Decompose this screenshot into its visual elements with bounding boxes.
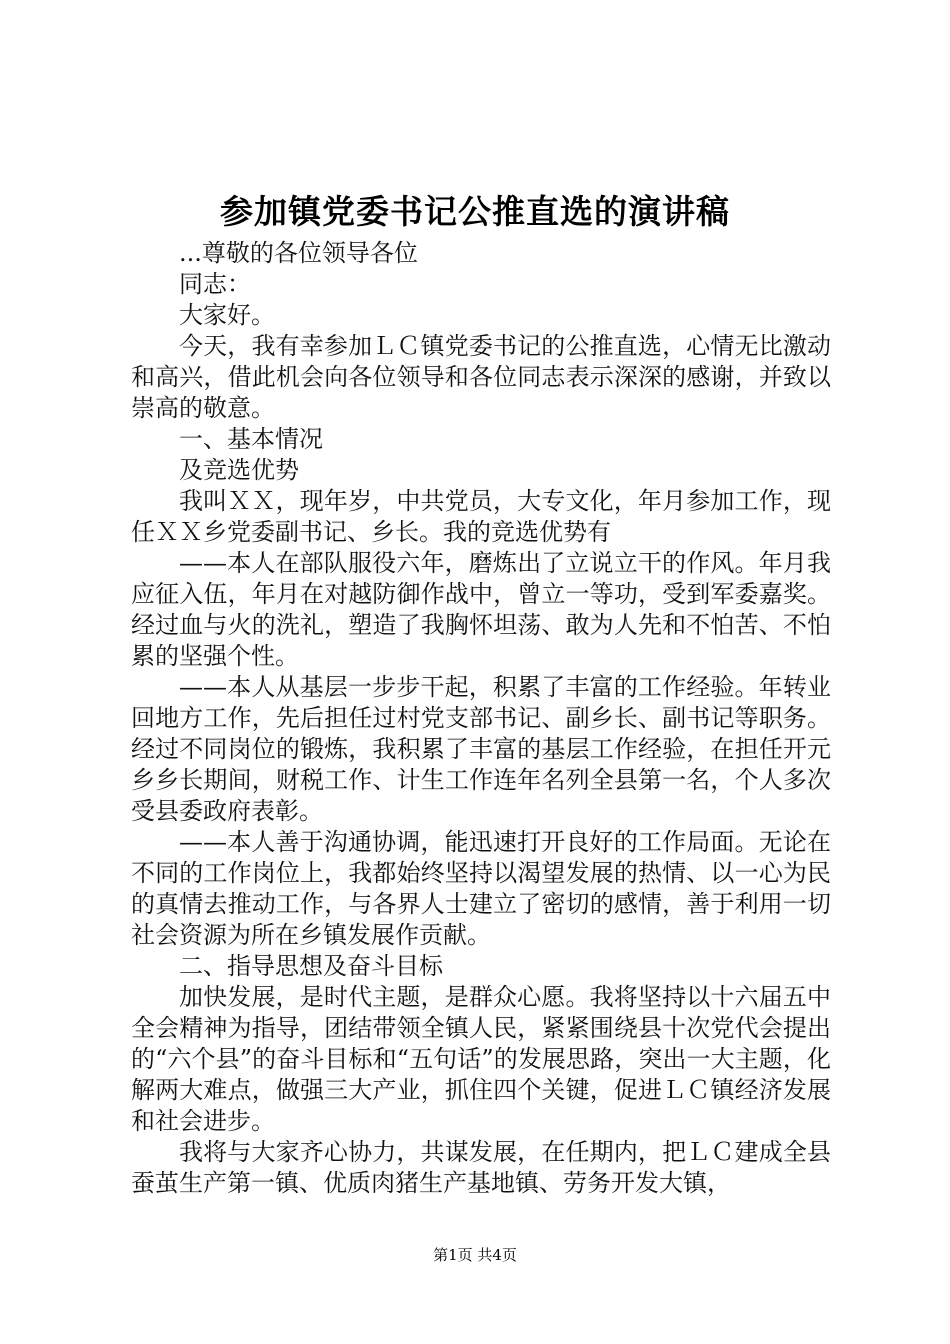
paragraph: 加快发展，是时代主题，是群众心愿。我将坚持以十六届五中全会精神为指导，团结带领全镇人民，紧紧围绕县十次党代会提出的“六个县”的奋斗目标和“五句话”的发展思路，突出一大主题，化解两大难点，做强三大产业，抓住四个关键，促进ＬＣ镇经济发展和社会进步。 <box>131 983 831 1135</box>
paragraph: 大家好。 <box>179 301 275 329</box>
page-footer: 第1页 共4页 <box>433 1246 517 1264</box>
paragraph: ——本人善于沟通协调，能迅速打开良好的工作局面。无论在不同的工作岗位上，我都始终坚持以渴望发展的热情、以一心为民的真情去推动工作，与各界人士建立了密切的感情，善于利用一切社会资源为所在乡镇发展作贡献。 <box>131 828 831 949</box>
paragraph: ——本人从基层一步步干起，积累了丰富的工作经验。年转业回地方工作，先后担任过村党支部书记、副乡长、副书记等职务。经过不同岗位的锻炼，我积累了丰富的基层工作经验，在担任开元乡乡长期间，财税工作、计生工作连年名列全县第一名，个人多次受县委政府表彰。 <box>131 673 831 825</box>
document-body <box>131 238 831 1199</box>
document-title: 参加镇党委书记公推直选的演讲稿 <box>220 192 730 231</box>
paragraph: 我将与大家齐心协力，共谋发展，在任期内，把ＬＣ建成全县蚕茧生产第一镇、优质肉猪生产基地镇、劳务开发大镇， <box>131 1138 831 1197</box>
section-heading: 及竞选优势 <box>179 456 299 484</box>
section-heading: 二、指导思想及奋斗目标 <box>179 952 443 980</box>
section-heading: 一、基本情况 <box>179 425 323 453</box>
paragraph: 同志： <box>179 270 251 298</box>
paragraph: 我叫ＸＸ，现年岁，中共党员，大专文化，年月参加工作，现任ＸＸ乡党委副书记、乡长。我的竞选优势有 <box>131 487 831 546</box>
paragraph: ——本人在部队服役六年，磨炼出了立说立干的作风。年月我应征入伍，年月在对越防御作战中，曾立一等功，受到军委嘉奖。经过血与火的洗礼，塑造了我胸怀坦荡、敢为人先和不怕苦、不怕累的坚强个性。 <box>131 549 831 670</box>
paragraph: ...尊敬的各位领导各位 <box>179 239 418 267</box>
paragraph: 今天，我有幸参加ＬＣ镇党委书记的公推直选，心情无比激动和高兴，借此机会向各位领导和各位同志表示深深的感谢，并致以崇高的敬意。 <box>131 332 831 422</box>
